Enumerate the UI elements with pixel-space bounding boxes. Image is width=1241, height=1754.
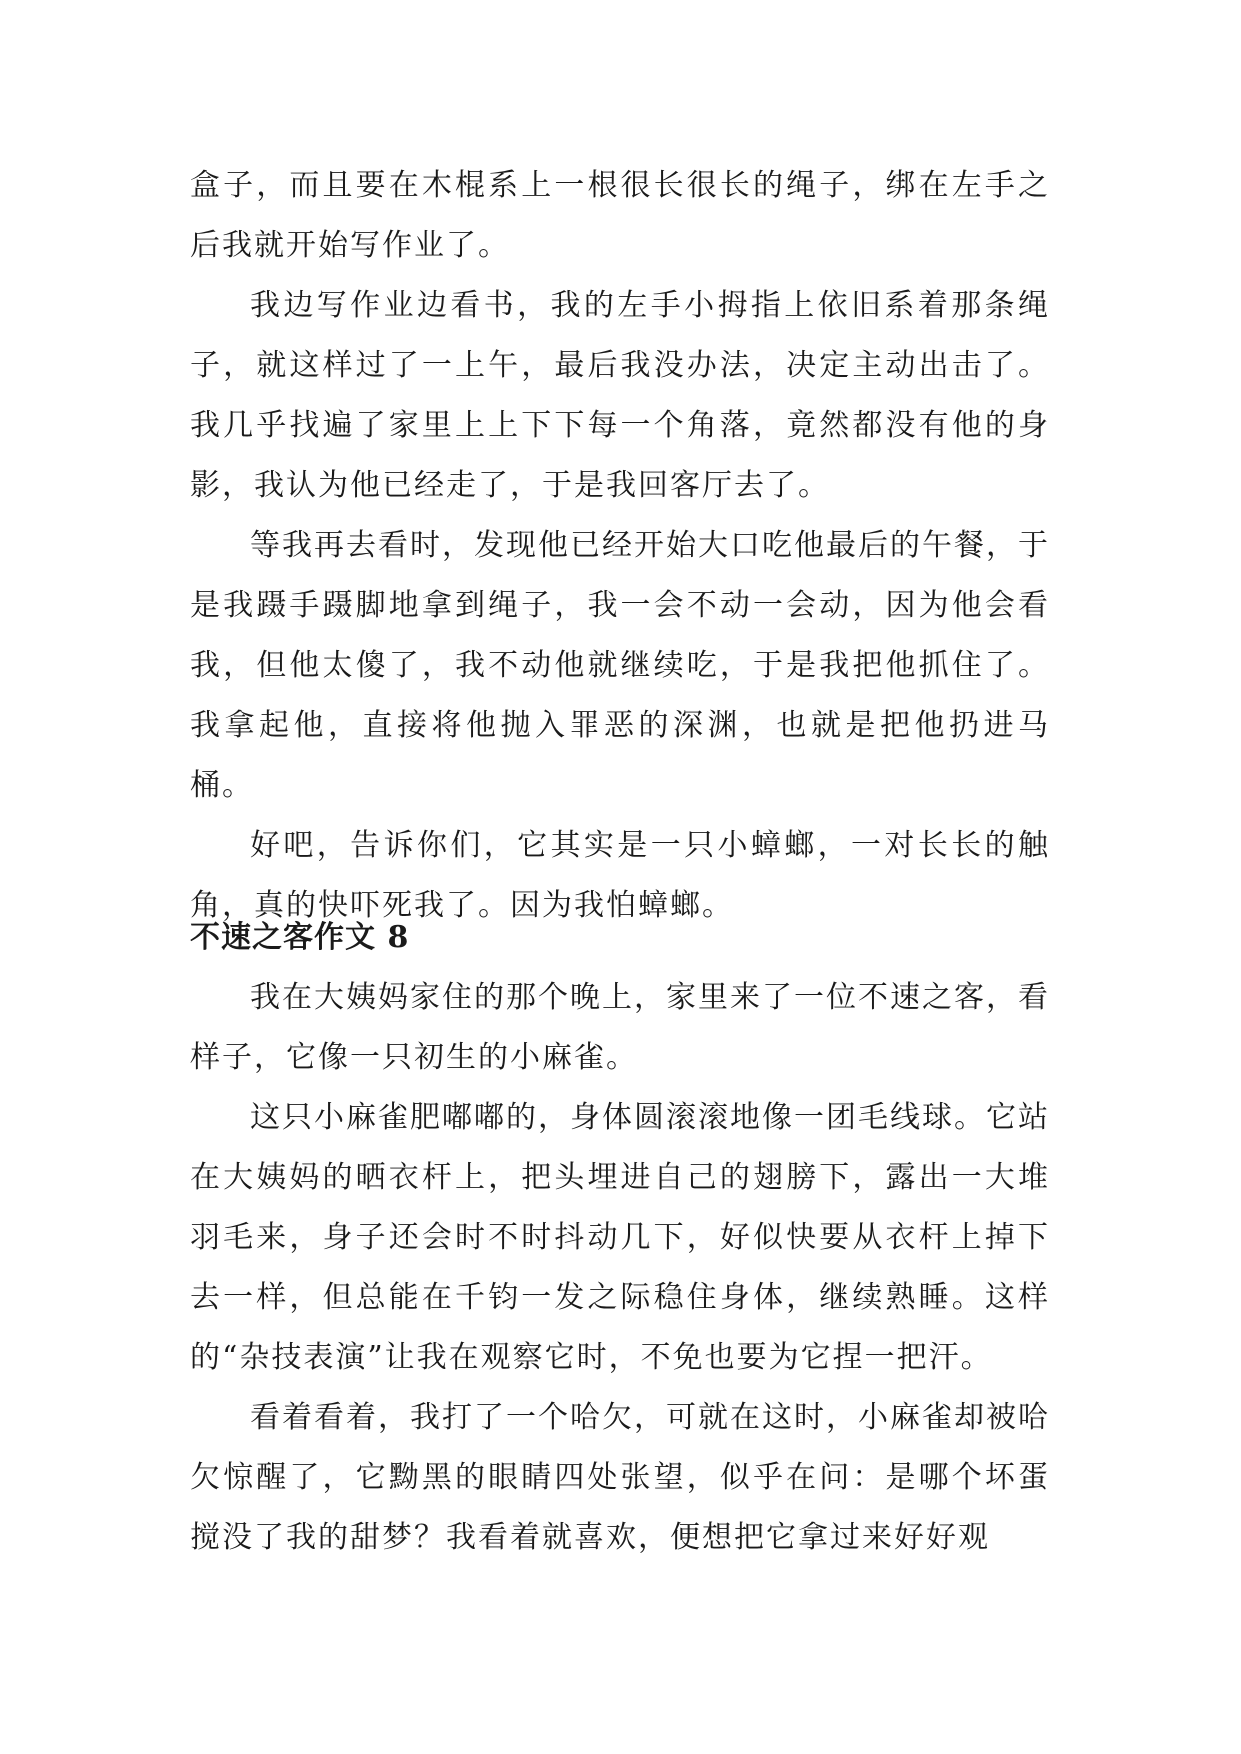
section-heading: 不速之客作文 8 — [190, 920, 410, 955]
paragraph: 我在大姨妈家住的那个晚上，家里来了一位不速之客，看样子，它像一只初生的小麻雀。 — [190, 980, 1050, 1075]
paragraph: 好吧，告诉你们，它其实是一只小蟑螂，一对长长的触角，真的快吓死我了。因为我怕蟑螂。 — [190, 828, 1050, 923]
paragraph: 我边写作业边看书，我的左手小拇指上依旧系着那条绳子，就这样过了一上午，最后我没办法，决定主动出击了。我几乎找遍了家里上上下下每一个角落，竟然都没有他的身影，我认为他已经走了，于是我回客厅去了。 — [190, 288, 1050, 503]
paragraph: 看着看着，我打了一个哈欠，可就在这时，小麻雀却被哈欠惊醒了，它黝黑的眼睛四处张望，似乎在问：是哪个坏蛋搅没了我的甜梦？我看着就喜欢，便想把它拿过来好好观 — [190, 1400, 1050, 1555]
paragraph: 等我再去看时，发现他已经开始大口吃他最后的午餐，于是我蹑手蹑脚地拿到绳子，我一会不动一会动，因为他会看我，但他太傻了，我不动他就继续吃，于是我把他抓住了。我拿起他，直接将他抛入罪恶的深渊，也就是把他扔进马桶。 — [190, 528, 1050, 803]
essay-part-2 — [190, 908, 1050, 1568]
continuation-paragraph: 盒子，而且要在木棍系上一根很长很长的绳子，绑在左手之后我就开始写作业了。 — [190, 168, 1050, 263]
paragraph: 这只小麻雀肥嘟嘟的，身体圆滚滚地像一团毛线球。它站在大姨妈的晒衣杆上，把头埋进自己的翅膀下，露出一大堆羽毛来，身子还会时不时抖动几下，好似快要从衣杆上掉下去一样，但总能在千钧一发之际稳住身体，继续熟睡。这样的“杂技表演”让我在观察它时，不免也要为它捏一把汗。 — [190, 1100, 1050, 1375]
essay-part-1 — [190, 156, 1050, 936]
